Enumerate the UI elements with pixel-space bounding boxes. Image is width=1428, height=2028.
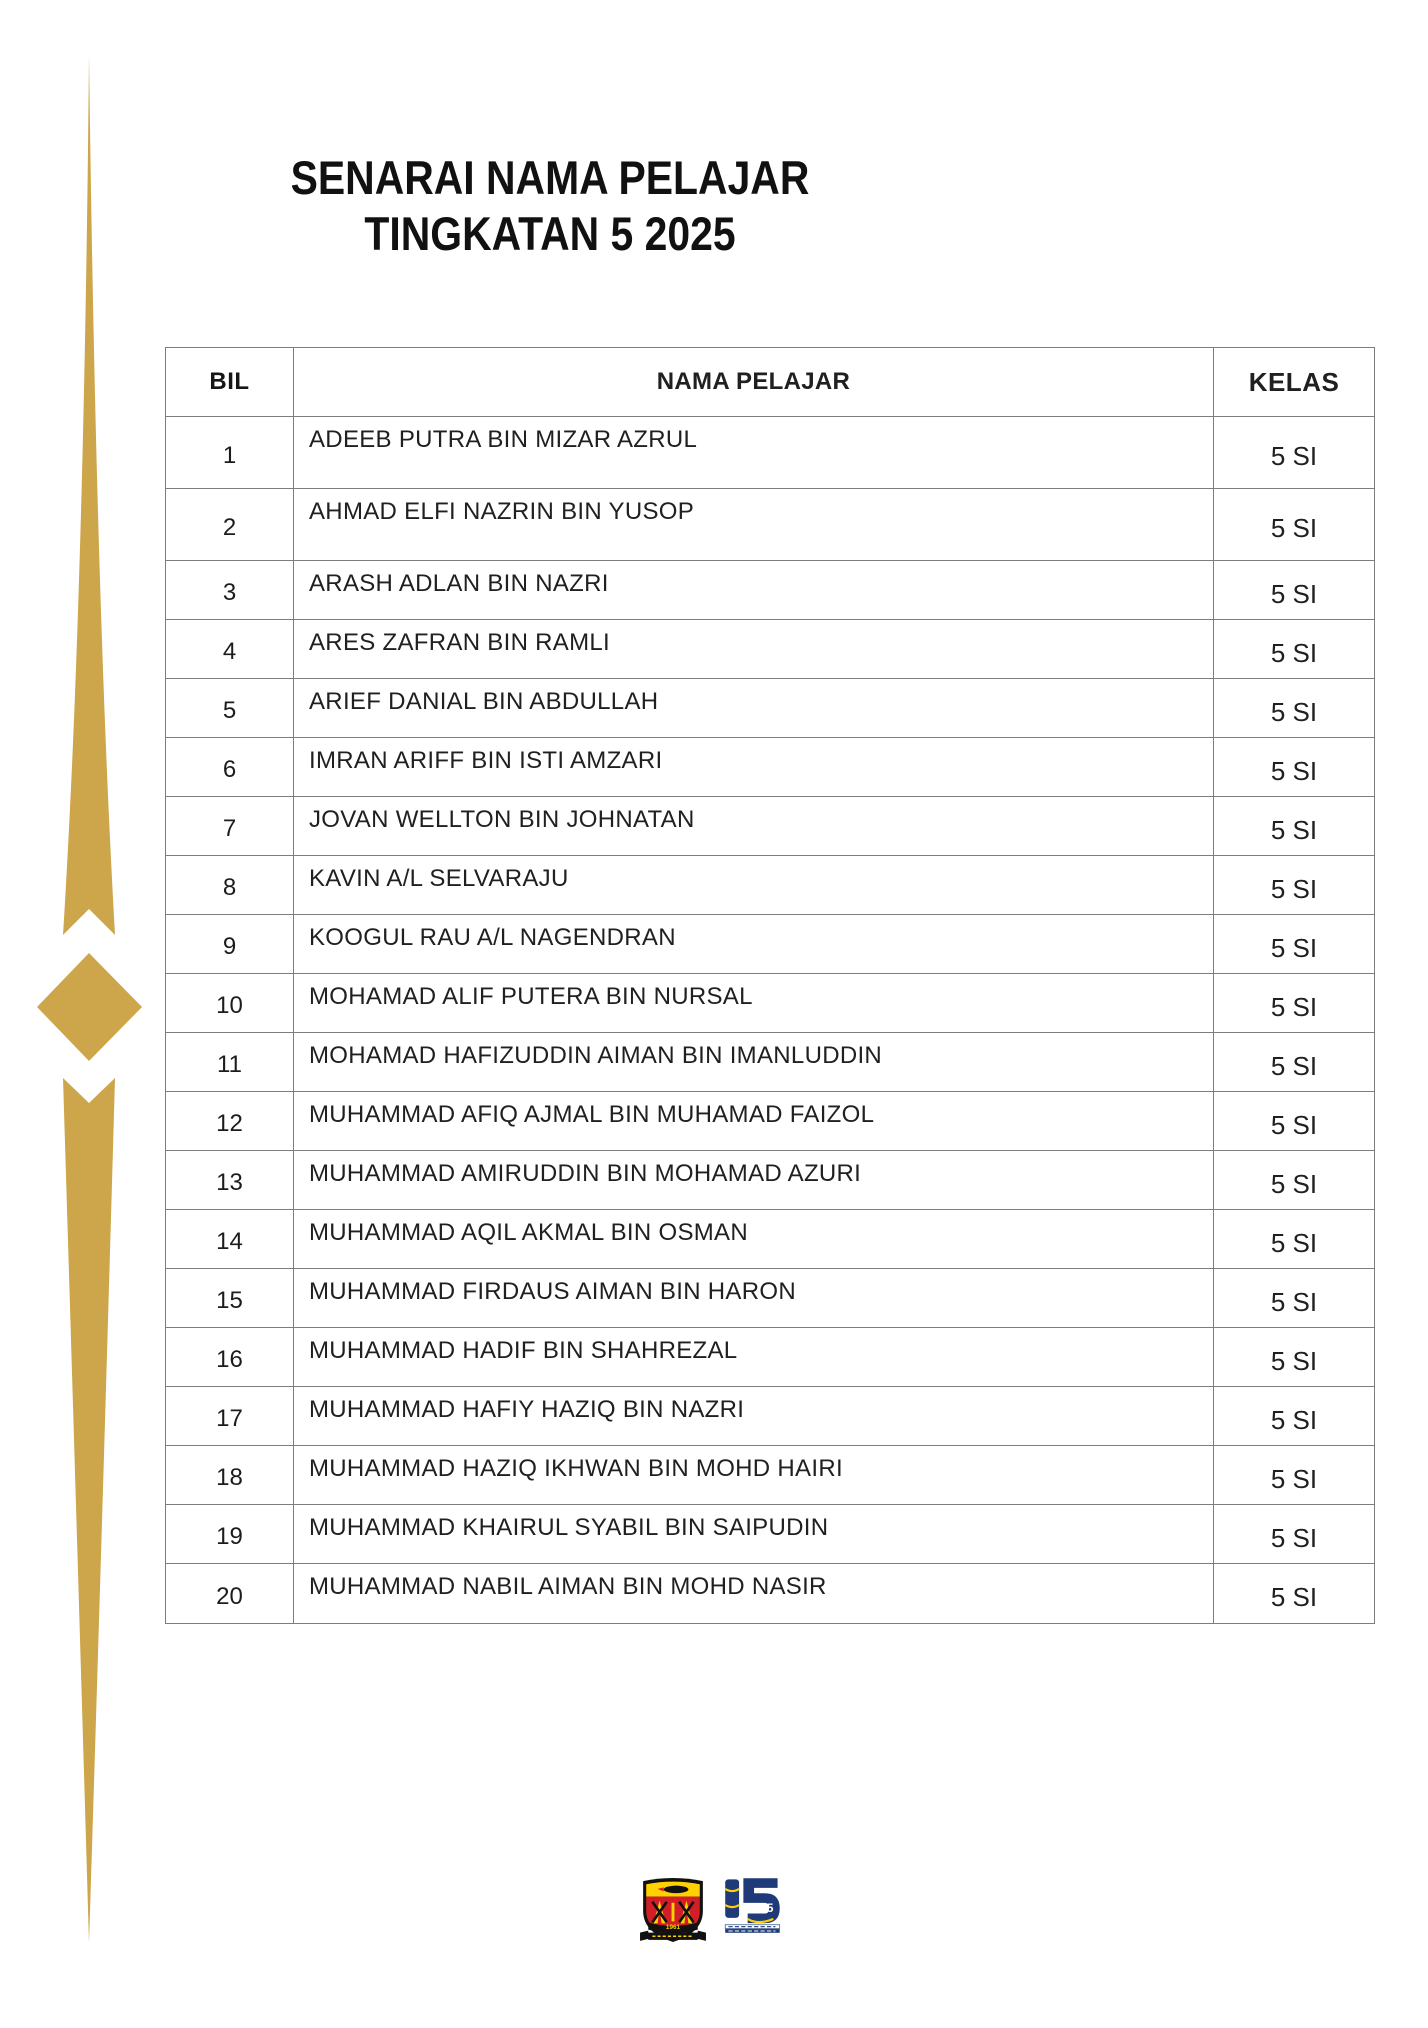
student-name: ARES ZAFRAN BIN RAMLI bbox=[294, 620, 1214, 678]
row-number: 13 bbox=[166, 1151, 294, 1209]
row-number: 16 bbox=[166, 1328, 294, 1386]
row-number: 10 bbox=[166, 974, 294, 1032]
class-value: 5 SI bbox=[1270, 1286, 1318, 1317]
row-number: 1 bbox=[166, 417, 294, 488]
table-row bbox=[166, 1387, 1374, 1446]
page-title-line2: TINGKATAN 5 2025 bbox=[364, 207, 736, 260]
student-name: ARASH ADLAN BIN NAZRI bbox=[294, 561, 1214, 619]
student-name: MUHAMMAD HAZIQ IKHWAN BIN MOHD HAIRI bbox=[294, 1446, 1214, 1504]
crest-year: 1961 bbox=[665, 1924, 681, 1932]
class-value: 5 SI bbox=[1270, 578, 1318, 609]
class-value: 5 SI bbox=[1270, 814, 1318, 845]
row-number: 9 bbox=[166, 915, 294, 973]
student-name: MUHAMMAD KHAIRUL SYABIL BIN SAIPUDIN bbox=[294, 1505, 1214, 1563]
anniversary-logo bbox=[722, 1876, 784, 1934]
page-title-line1: SENARAI NAMA PELAJAR bbox=[290, 151, 810, 204]
class-value: 5 SI bbox=[1270, 1168, 1318, 1199]
student-name: ADEEB PUTRA BIN MIZAR AZRUL bbox=[294, 417, 1214, 488]
gold-kris-ornament bbox=[30, 50, 150, 1950]
class-value: 5 SI bbox=[1270, 755, 1318, 786]
table-row bbox=[166, 620, 1374, 679]
table-row bbox=[166, 1328, 1374, 1387]
table-row bbox=[166, 1151, 1374, 1210]
row-number: 6 bbox=[166, 738, 294, 796]
table-row bbox=[166, 1092, 1374, 1151]
student-name: MUHAMMAD AQIL AKMAL BIN OSMAN bbox=[294, 1210, 1214, 1268]
student-name: JOVAN WELLTON BIN JOHNATAN bbox=[294, 797, 1214, 855]
table-row bbox=[166, 797, 1374, 856]
student-name: MOHAMAD HAFIZUDDIN AIMAN BIN IMANLUDDIN bbox=[294, 1033, 1214, 1091]
row-number: 12 bbox=[166, 1092, 294, 1150]
class-value: 5 SI bbox=[1270, 696, 1318, 727]
class-value: 5 SI bbox=[1270, 1227, 1318, 1258]
student-name: MUHAMMAD AMIRUDDIN BIN MOHAMAD AZURI bbox=[294, 1151, 1214, 1209]
class-value: 5 SI bbox=[1270, 932, 1318, 963]
class-value: 5 SI bbox=[1270, 1404, 1318, 1435]
class-value: 5 SI bbox=[1270, 873, 1318, 904]
row-number: 8 bbox=[166, 856, 294, 914]
row-number: 2 bbox=[166, 489, 294, 560]
table-row bbox=[166, 738, 1374, 797]
crest-center-spear bbox=[672, 1903, 675, 1922]
table-row bbox=[166, 915, 1374, 974]
student-name: KAVIN A/L SELVARAJU bbox=[294, 856, 1214, 914]
logo-text-bar-dark bbox=[725, 1929, 780, 1933]
class-value: 5 SI bbox=[1270, 1582, 1318, 1612]
row-number: 3 bbox=[166, 561, 294, 619]
row-number: 11 bbox=[166, 1033, 294, 1091]
student-name: ARIEF DANIAL BIN ABDULLAH bbox=[294, 679, 1214, 737]
table-row bbox=[166, 1033, 1374, 1092]
class-value: 5 SI bbox=[1270, 1050, 1318, 1081]
row-number: 19 bbox=[166, 1505, 294, 1563]
logo-digit-1 bbox=[725, 1879, 739, 1917]
class-value: 5 SI bbox=[1270, 1345, 1318, 1376]
row-number: 4 bbox=[166, 620, 294, 678]
table-row bbox=[166, 1505, 1374, 1564]
table-row bbox=[166, 679, 1374, 738]
table-row bbox=[166, 489, 1374, 561]
table-header-row bbox=[166, 348, 1374, 417]
table-row bbox=[166, 856, 1374, 915]
student-name: MUHAMMAD HADIF BIN SHAHREZAL bbox=[294, 1328, 1214, 1386]
student-name: IMRAN ARIFF BIN ISTI AMZARI bbox=[294, 738, 1214, 796]
school-crest-logo bbox=[640, 1876, 706, 1944]
table-row bbox=[166, 1210, 1374, 1269]
logo-digit-5 bbox=[743, 1878, 779, 1923]
class-value: 5 SI bbox=[1270, 1463, 1318, 1494]
row-number: 18 bbox=[166, 1446, 294, 1504]
class-value: 5 SI bbox=[1270, 991, 1318, 1022]
row-number: 15 bbox=[166, 1269, 294, 1327]
class-value: 5 SI bbox=[1270, 513, 1318, 543]
row-number: 7 bbox=[166, 797, 294, 855]
class-value: 5 SI bbox=[1270, 1522, 1318, 1553]
student-table bbox=[165, 347, 1375, 1624]
student-name: MUHAMMAD AFIQ AJMAL BIN MUHAMAD FAIZOL bbox=[294, 1092, 1214, 1150]
page-title bbox=[72, 150, 1029, 262]
header-nama: NAMA PELAJAR bbox=[294, 348, 1214, 416]
table-row bbox=[166, 1269, 1374, 1328]
table-row bbox=[166, 974, 1374, 1033]
class-value: 5 SI bbox=[1270, 637, 1318, 668]
table-row bbox=[166, 1564, 1374, 1623]
row-number: 17 bbox=[166, 1387, 294, 1445]
table-row bbox=[166, 1446, 1374, 1505]
ornament-diamond bbox=[37, 953, 142, 1061]
logo-anniversary-number: 25 bbox=[760, 1901, 774, 1915]
class-value: 5 SI bbox=[1270, 1109, 1318, 1140]
student-name: AHMAD ELFI NAZRIN BIN YUSOP bbox=[294, 489, 1214, 560]
table-row bbox=[166, 561, 1374, 620]
row-number: 5 bbox=[166, 679, 294, 737]
student-name: MUHAMMAD HAFIY HAZIQ BIN NAZRI bbox=[294, 1387, 1214, 1445]
student-name: MOHAMAD ALIF PUTERA BIN NURSAL bbox=[294, 974, 1214, 1032]
student-name: MUHAMMAD NABIL AIMAN BIN MOHD NASIR bbox=[294, 1564, 1214, 1623]
class-value: 5 SI bbox=[1270, 441, 1318, 471]
row-number: 20 bbox=[166, 1564, 294, 1623]
ornament-bottom-spike bbox=[63, 1078, 115, 1943]
student-name: MUHAMMAD FIRDAUS AIMAN BIN HARON bbox=[294, 1269, 1214, 1327]
header-bil: BIL bbox=[166, 348, 294, 416]
footer-logos bbox=[640, 1876, 800, 1948]
crest-bird-icon bbox=[664, 1886, 689, 1893]
row-number: 14 bbox=[166, 1210, 294, 1268]
header-kelas: KELAS bbox=[1248, 366, 1340, 397]
student-name: KOOGUL RAU A/L NAGENDRAN bbox=[294, 915, 1214, 973]
table-row bbox=[166, 417, 1374, 489]
logo-text-bar-light bbox=[725, 1925, 780, 1929]
